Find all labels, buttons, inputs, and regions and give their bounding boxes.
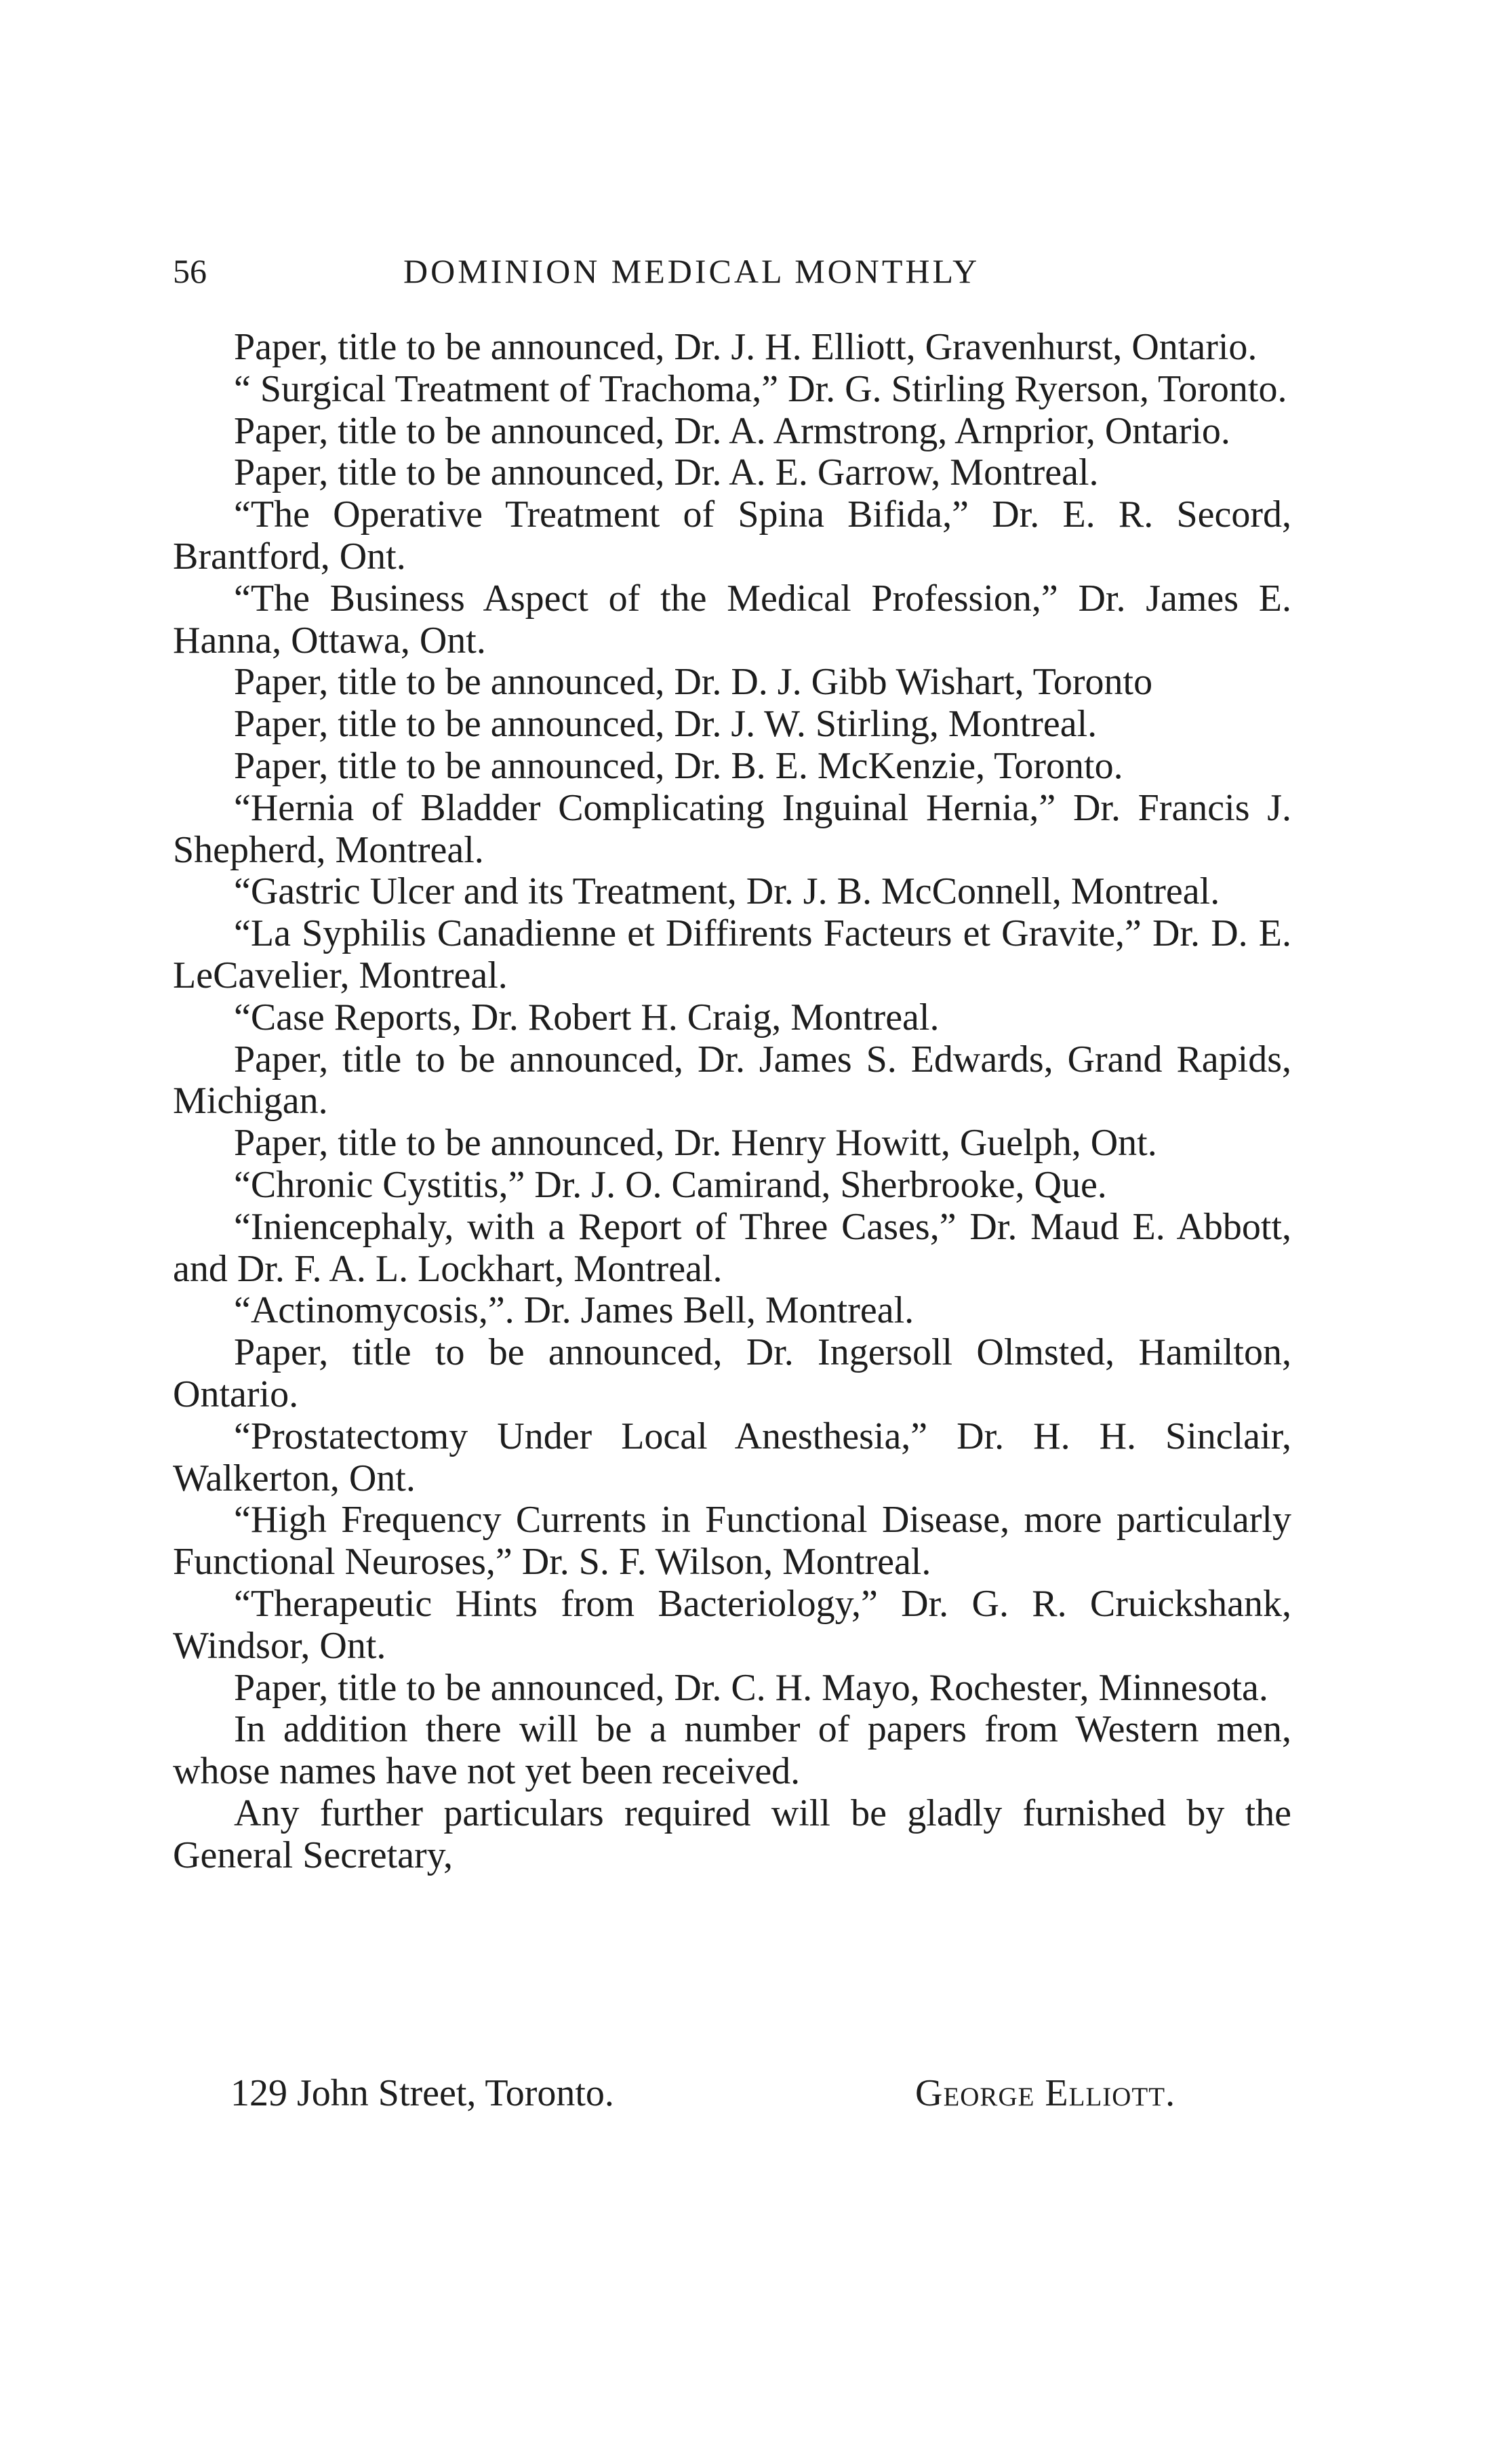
list-item: “High Frequency Currents in Functional Disease, more particularly Functional Neuroses,” Dr. S. F. Wilson, Montreal. (173, 1499, 1291, 1583)
list-item: “La Syphilis Canadienne et Diffirents Facteurs et Gravite,” Dr. D. E. LeCavelier, Montreal. (173, 912, 1291, 996)
list-item: “Therapeutic Hints from Bacteriology,” Dr. G. R. Cruickshank, Windsor, Ont. (173, 1582, 1291, 1667)
list-item: Paper, title to be announced, Dr. Ingersoll Olmsted, Hamilton, Ontario. (173, 1331, 1291, 1415)
list-item: Paper, title to be announced, Dr. J. W. Stirling, Montreal. (234, 703, 1098, 746)
list-item: Paper, title to be announced, Dr. C. H. Mayo, Rochester, Minnesota. (234, 1666, 1268, 1709)
list-item: Paper, title to be announced, Dr. D. J. Gibb Wishart, Toronto (234, 661, 1153, 704)
list-item: Paper, title to be announced, Dr. Henry Howitt, Guelph, Ont. (234, 1122, 1157, 1165)
list-item: Paper, title to be announced, Dr. A. Armstrong, Arnprior, Ontario. (234, 409, 1230, 452)
page-number: 56 (173, 252, 207, 290)
list-item: “Gastric Ulcer and its Treatment, Dr. J. B. McConnell, Montreal. (234, 870, 1220, 913)
list-item: “Iniencephaly, with a Report of Three Cases,” Dr. Maud E. Abbott, and Dr. F. A. L. Lockhart, Montreal. (173, 1205, 1291, 1290)
paper-list (173, 327, 1291, 1876)
list-item: “Chronic Cystitis,” Dr. J. O. Camirand, Sherbrooke, Que. (234, 1163, 1107, 1206)
list-item: “Case Reports, Dr. Robert H. Craig, Montreal. (234, 996, 940, 1038)
secretary-signature: George Elliott. (915, 2072, 1176, 2114)
list-item: “The Operative Treatment of Spina Bifida,” Dr. E. R. Secord, Brantford, Ont. (173, 493, 1291, 578)
running-head: DOMINION MEDICAL MONTHLY (403, 252, 980, 290)
list-item: “Prostatectomy Under Local Anesthesia,” Dr. H. H. Sinclair, Walkerton, Ont. (173, 1415, 1291, 1499)
list-item: Paper, title to be announced, Dr. James S. Edwards, Grand Rapids, Michigan. (173, 1038, 1291, 1123)
list-item: Paper, title to be announced, Dr. J. H. Elliott, Gravenhurst, Ontario. (234, 326, 1258, 368)
list-item: Paper, title to be announced, Dr. B. E. McKenzie, Toronto. (234, 744, 1123, 787)
list-item: “Hernia of Bladder Complicating Inguinal Hernia,” Dr. Francis J. Shepherd, Montreal. (173, 786, 1291, 871)
page-footer (173, 2066, 1291, 2120)
list-item: “Actinomycosis,”. Dr. James Bell, Montreal. (234, 1289, 914, 1332)
closing-note: In addition there will be a number of papers from Western men, whose names have not yet been received. (173, 1708, 1291, 1793)
list-item: “The Business Aspect of the Medical Profession,” Dr. James E. Hanna, Ottawa, Ont. (173, 577, 1291, 662)
page-header (173, 244, 1291, 298)
list-item: Paper, title to be announced, Dr. A. E. Garrow, Montreal. (234, 451, 1099, 494)
closing-note: Any further particulars required will be gladly furnished by the General Secretary, (173, 1792, 1291, 1876)
secretary-address: 129 John Street, Toronto. (230, 2072, 614, 2114)
list-item: “ Surgical Treatment of Trachoma,” Dr. G. Stirling Ryerson, Toronto. (234, 367, 1287, 410)
